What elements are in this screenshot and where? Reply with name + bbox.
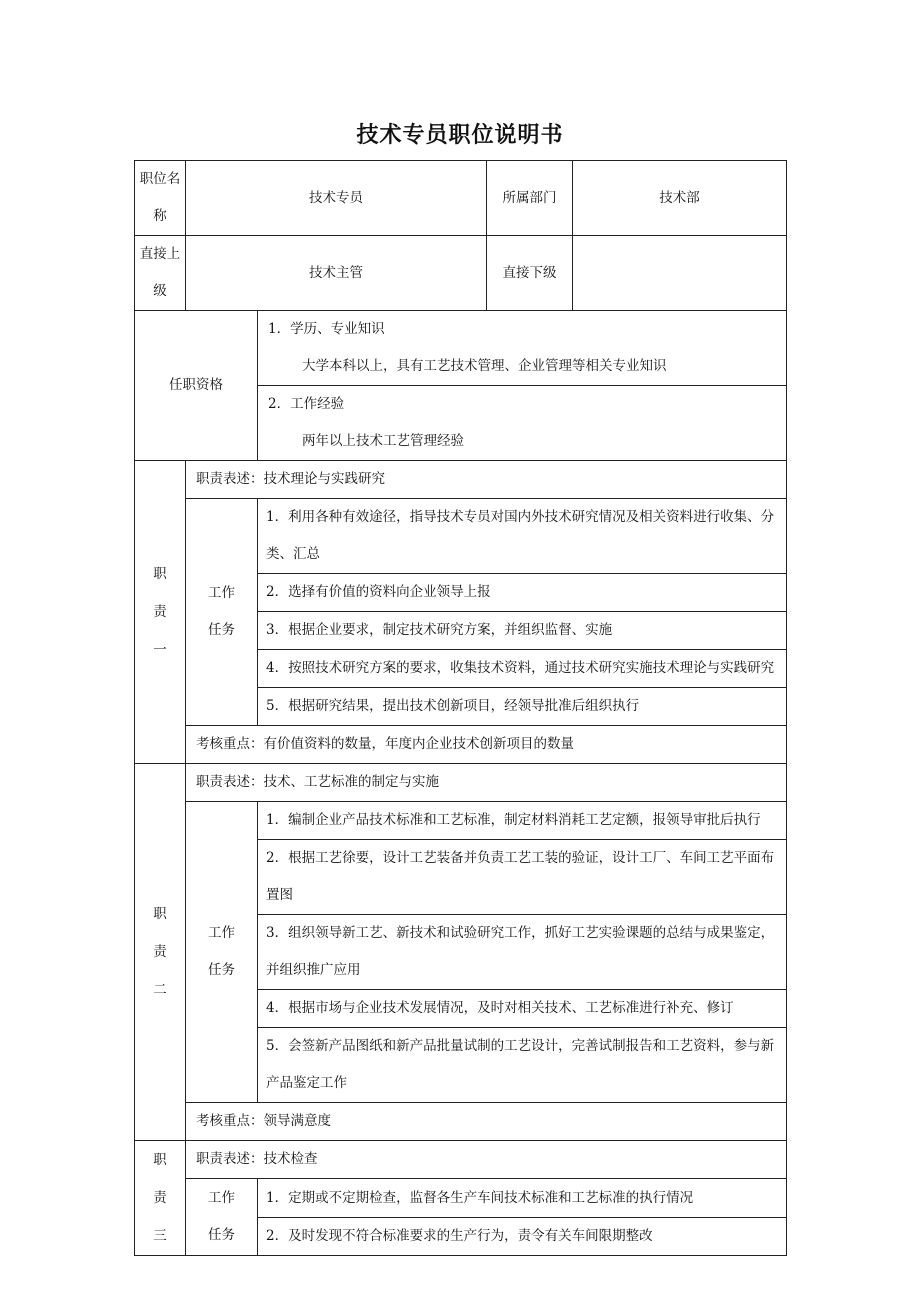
task-label-line: 工作 [208,925,235,941]
task-label [186,499,258,726]
qualification-education [258,311,787,386]
duty-label [135,461,186,764]
duty-label-char: 职 [153,1152,167,1168]
task-item: 5．会签新产品图纸和新产品批量试制的工艺设计，完善试制报告和工艺资料，参与新产品鉴定工作 [258,1028,787,1103]
task-label-line: 工作 [208,1190,235,1206]
supervisor-label: 直接上级 [135,236,186,311]
task-item: 4．按照技术研究方案的要求，收集技术资料，通过技术研究实施技术理论与实践研究 [258,650,787,688]
task-item: 1．定期或不定期检查，监督各生产车间技术标准和工艺标准的执行情况 [258,1179,787,1218]
department-label: 所属部门 [487,161,573,236]
qualification-detail: 大学本科以上，具有工艺技术管理、企业管理等相关专业知识 [302,358,667,374]
qualification-detail: 两年以上技术工艺管理经验 [302,433,464,449]
duty-label-char: 三 [153,1228,167,1244]
task-label-line: 任务 [208,962,235,978]
task-label-line: 工作 [208,585,235,601]
position-name-value: 技术专员 [186,161,487,236]
duty-statement: 职责表述：技术、工艺标准的制定与实施 [186,764,787,802]
qualification-heading: 1．学历、专业知识 [268,321,385,337]
duty-label-char: 一 [153,642,167,658]
task-item: 2．及时发现不符合标准要求的生产行为，责令有关车间限期整改 [258,1218,787,1256]
job-description-table [134,160,787,1256]
assessment-focus: 考核重点：有价值资料的数量，年度内企业技术创新项目的数量 [186,726,787,764]
duty-label [135,764,186,1141]
duty-label-char: 职 [153,906,167,922]
department-value: 技术部 [573,161,787,236]
task-item: 3．根据企业要求，制定技术研究方案，并组织监督、实施 [258,612,787,650]
duty-label [135,1141,186,1256]
task-item: 1．利用各种有效途径，指导技术专员对国内外技术研究情况及相关资料进行收集、分类、汇总 [258,499,787,574]
duty-statement: 职责表述：技术理论与实践研究 [186,461,787,499]
task-item: 4．根据市场与企业技术发展情况，及时对相关技术、工艺标准进行补充、修订 [258,990,787,1028]
task-label [186,1179,258,1256]
duty-statement: 职责表述：技术检查 [186,1141,787,1179]
task-item: 2．选择有价值的资料向企业领导上报 [258,574,787,612]
supervisor-value: 技术主管 [186,236,487,311]
duty-label-char: 职 [153,566,167,582]
position-name-label: 职位名称 [135,161,186,236]
subordinate-label: 直接下级 [487,236,573,311]
task-item: 1．编制企业产品技术标准和工艺标准，制定材料消耗工艺定额，报领导审批后执行 [258,802,787,840]
duty-label-char: 责 [153,604,167,620]
duty-label-char: 责 [153,1190,167,1206]
duty-label-char: 责 [153,944,167,960]
subordinate-value [573,236,787,311]
task-label [186,802,258,1103]
task-label-line: 任务 [208,622,235,638]
duty-label-char: 二 [153,982,167,998]
task-item: 5．根据研究结果，提出技术创新项目，经领导批准后组织执行 [258,688,787,726]
document-title: 技术专员职位说明书 [356,123,564,148]
qualifications-label: 任职资格 [135,311,258,461]
qualification-heading: 2．工作经验 [268,396,345,412]
task-label-line: 任务 [208,1227,235,1243]
task-item: 3．组织领导新工艺、新技术和试验研究工作，抓好工艺实验课题的总结与成果鉴定，并组织推广应用 [258,915,787,990]
task-item: 2．根据工艺徐要，设计工艺装备并负责工艺工装的验证，设计工厂、车间工艺平面布置图 [258,840,787,915]
assessment-focus: 考核重点：领导满意度 [186,1103,787,1141]
qualification-experience [258,386,787,461]
